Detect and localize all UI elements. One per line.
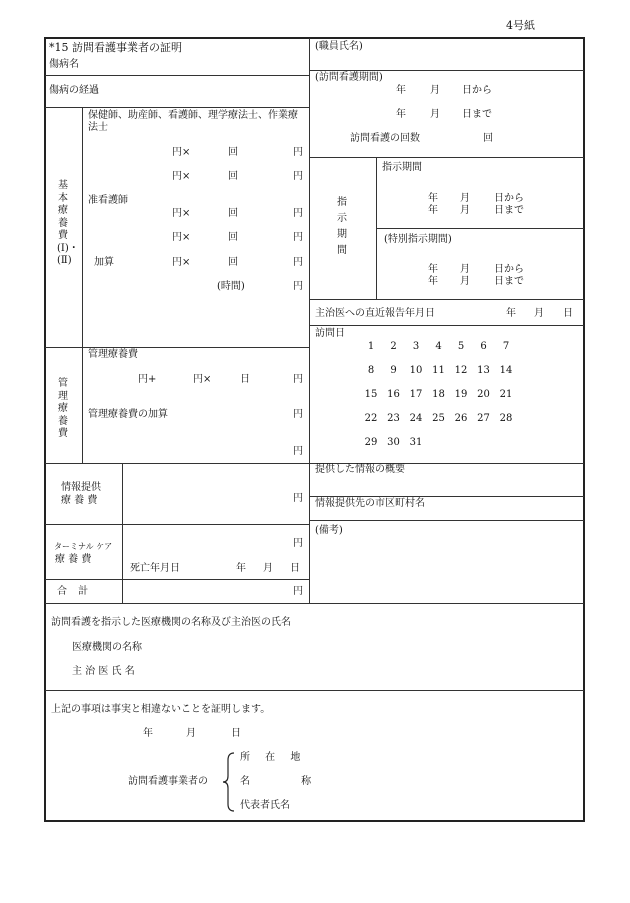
- cert-month: 月: [186, 728, 196, 739]
- spec-from-label: 日から: [494, 264, 524, 275]
- visit-to-year: 年: [396, 109, 406, 120]
- report-day: 日: [563, 308, 573, 319]
- calendar-day: 28: [499, 413, 513, 424]
- provider-label: 訪問看護事業者の: [128, 776, 208, 787]
- doctor-name-label: 主 治 医 氏 名: [72, 666, 135, 677]
- calendar-day: 2: [390, 341, 397, 352]
- yen-plus: 円+: [138, 374, 157, 385]
- page-title: *15 訪問看護事業者の証明: [49, 41, 182, 54]
- calendar-day: 4: [435, 341, 442, 352]
- death-day: 日: [290, 563, 300, 574]
- spec-to-month: 月: [460, 276, 470, 287]
- calendar-day: 24: [409, 413, 423, 424]
- terminal-care-label-2: 療 養 費: [55, 554, 92, 565]
- management-cost-row: 管理療養費: [88, 349, 138, 360]
- curly-brace-icon: [222, 752, 236, 812]
- remarks-label: (備考): [315, 525, 343, 536]
- yen-times-6: 円×: [193, 374, 212, 385]
- calendar-day: 27: [477, 413, 490, 424]
- yen-times-5: 円×: [172, 257, 191, 268]
- calendar-day: 18: [432, 389, 445, 400]
- visit-count-unit: 回: [483, 133, 493, 144]
- times-1: 回: [228, 147, 238, 158]
- report-year: 年: [506, 308, 516, 319]
- times-2: 回: [228, 171, 238, 182]
- cert-year: 年: [143, 728, 153, 739]
- yen-2: 円: [293, 171, 303, 182]
- visit-days-label: 訪問日: [315, 328, 345, 339]
- yen-1: 円: [293, 147, 303, 158]
- info-cost-label-1: 情報提供: [61, 482, 101, 493]
- visit-to-label: 日まで: [462, 109, 492, 120]
- yen-times-3: 円×: [172, 208, 191, 219]
- management-cost-label: 管理療養費: [58, 378, 68, 439]
- instr-from-year: 年: [428, 193, 438, 204]
- yen-6: 円: [293, 281, 303, 292]
- calendar-day: 25: [432, 413, 445, 424]
- calendar-day: 23: [387, 413, 400, 424]
- yen-times-4: 円×: [172, 232, 191, 243]
- instr-to-year: 年: [428, 205, 438, 216]
- spec-from-year: 年: [428, 264, 438, 275]
- calendar-day: 16: [387, 389, 400, 400]
- visit-period-label: (訪問看護期間): [315, 72, 383, 83]
- instruction-vertical-label: 指示期間: [337, 197, 347, 256]
- instr-from-month: 月: [460, 193, 470, 204]
- yen-4: 円: [293, 232, 303, 243]
- yen-times-1: 円×: [172, 147, 191, 158]
- calendar-day: 6: [480, 341, 487, 352]
- yen-5: 円: [293, 257, 303, 268]
- calendar-day: 12: [454, 365, 468, 376]
- special-instruction-label: (特別指示期間): [384, 234, 452, 245]
- calendar-day: 14: [499, 365, 513, 376]
- yen-10: 円: [293, 493, 303, 504]
- address-label: 所 在 地: [240, 752, 307, 763]
- visit-from-label: 日から: [462, 85, 492, 96]
- times-5: 回: [228, 257, 238, 268]
- calendar-day: 17: [409, 389, 423, 400]
- death-year: 年: [236, 563, 246, 574]
- times-4: 回: [228, 232, 238, 243]
- spec-to-year: 年: [428, 276, 438, 287]
- death-date-label: 死亡年月日: [130, 563, 180, 574]
- institution-name-label: 医療機関の名称: [72, 642, 142, 653]
- yen-times-2: 円×: [172, 171, 191, 182]
- basic-cost-label: 基本療養費(Ⅰ)・(Ⅱ): [57, 180, 79, 266]
- report-month: 月: [534, 308, 544, 319]
- death-month: 月: [263, 563, 273, 574]
- injury-name-label: 傷病名: [49, 59, 79, 70]
- visit-count-label: 訪問看護の回数: [350, 133, 420, 144]
- latest-report-label: 主治医への直近報告年月日: [315, 308, 435, 319]
- form-number: 4号紙: [506, 19, 535, 32]
- instr-from-label: 日から: [494, 193, 524, 204]
- calendar-day: 8: [367, 365, 375, 376]
- yen-3: 円: [293, 208, 303, 219]
- instr-to-month: 月: [460, 205, 470, 216]
- representative-label: 代表者氏名: [240, 800, 290, 811]
- yen-9: 円: [293, 446, 303, 457]
- calendar-day: 29: [364, 437, 378, 448]
- cert-day: 日: [231, 728, 241, 739]
- yen-7: 円: [293, 374, 303, 385]
- calendar-day: 9: [390, 365, 397, 376]
- qualified-staff-label: 保健師、助産師、看護師、理学療法士、作業療法士: [88, 110, 298, 133]
- institution-heading: 訪問看護を指示した医療機関の名称及び主治医の氏名: [51, 617, 291, 628]
- calendar-day: 26: [454, 413, 468, 424]
- calendar-day: 19: [454, 389, 468, 400]
- assistant-nurse-label: 准看護師: [88, 195, 128, 206]
- calendar-day: 10: [409, 365, 423, 376]
- calendar-day: 5: [457, 341, 465, 352]
- management-addition-label: 管理療養費の加算: [88, 409, 168, 420]
- calendar-day: 21: [499, 389, 513, 400]
- calendar-day: 31: [409, 437, 423, 448]
- times-3: 回: [228, 208, 238, 219]
- instr-to-label: 日まで: [494, 205, 524, 216]
- calendar-day: 22: [364, 413, 378, 424]
- info-summary-label: 提供した情報の概要: [315, 464, 405, 475]
- hours-label: (時間): [217, 281, 245, 292]
- calendar-day: 15: [364, 389, 378, 400]
- staff-name-label: (職員氏名): [315, 41, 363, 52]
- yen-12: 円: [293, 586, 303, 597]
- visit-from-year: 年: [396, 85, 406, 96]
- spec-from-month: 月: [460, 264, 470, 275]
- addition-label: 加算: [94, 257, 114, 268]
- info-recipient-label: 情報提供先の市区町村名: [315, 498, 425, 509]
- calendar-day: 7: [502, 341, 510, 352]
- calendar-day: 11: [432, 365, 445, 376]
- calendar-day: 3: [412, 341, 420, 352]
- calendar-day: 13: [477, 365, 490, 376]
- certify-statement: 上記の事項は事実と相違ないことを証明します。: [51, 704, 271, 715]
- yen-11: 円: [293, 538, 303, 549]
- yen-8: 円: [293, 409, 303, 420]
- visit-from-month: 月: [430, 85, 440, 96]
- provider-name-label: 名 称: [240, 776, 336, 787]
- terminal-care-label-1: ターミナル ケア: [54, 542, 113, 551]
- center-divider: [309, 38, 310, 603]
- calendar-day: 30: [387, 437, 400, 448]
- spec-to-label: 日まで: [494, 276, 524, 287]
- calendar-day: 1: [367, 341, 375, 352]
- visit-to-month: 月: [430, 109, 440, 120]
- calendar-day: 20: [477, 389, 490, 400]
- day-unit: 日: [240, 374, 250, 385]
- total-label: 合 計: [57, 586, 93, 597]
- injury-progress-label: 傷病の経過: [49, 85, 99, 96]
- info-cost-label-2: 療 養 費: [61, 495, 98, 506]
- instruction-period-label: 指示期間: [382, 162, 422, 173]
